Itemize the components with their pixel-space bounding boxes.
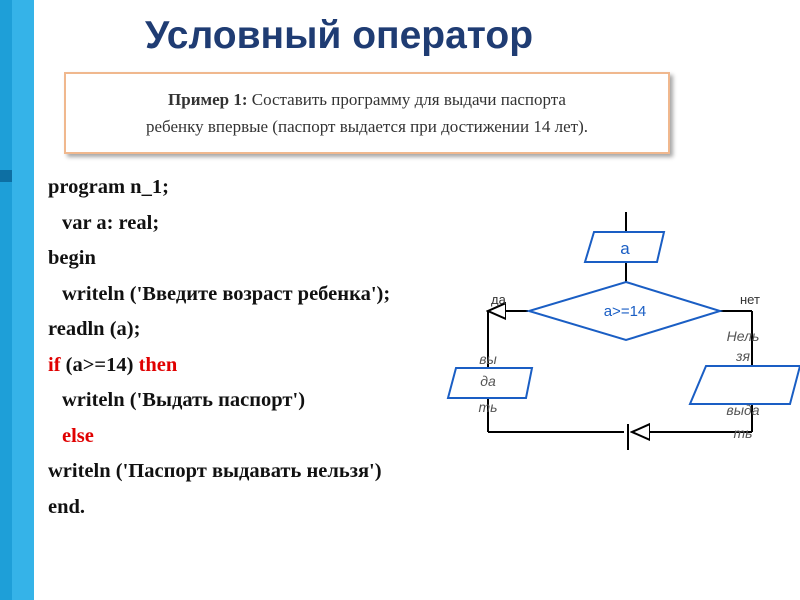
left-output-text-3: ть (478, 399, 498, 415)
code-line-5: readln (a); (48, 318, 141, 340)
decision-label: a>=14 (603, 303, 647, 320)
task-text-2: ребенку впервые (паспорт выдается при достижении 14 лет). (146, 117, 588, 136)
code-line-10: end. (48, 495, 86, 518)
code-line-3: begin (48, 247, 96, 269)
code-line-2: var a: real; (62, 211, 160, 234)
input-label: a (620, 239, 630, 258)
yes-label: да (491, 292, 506, 307)
task-label: Пример 1: (168, 90, 248, 109)
code-condition: (a>=14) (60, 353, 139, 376)
right-output-text-1: Нель (726, 328, 760, 344)
right-output-parallelogram (690, 366, 800, 404)
right-output-text-3: выда (726, 402, 760, 418)
no-label: нет (740, 292, 760, 307)
code-line-9: writeln ('Паспорт выдавать нельзя') (48, 460, 382, 482)
code-line-4-text: writeln ('Введите возраст ребенка'); (62, 282, 391, 305)
task-text-1: Составить программу для выдачи паспорта (251, 90, 566, 109)
left-output-text-1: вы (479, 351, 497, 367)
slide-title: Условный оператор (145, 14, 534, 57)
left-output-text-2: да (480, 373, 496, 389)
right-output-text-2: зя (736, 348, 750, 364)
code-line-1: program n_1; (48, 176, 169, 198)
keyword-if: if (48, 353, 61, 376)
code-line-8: else (62, 424, 94, 447)
keyword-then: then (138, 353, 178, 376)
right-output-text-4: ть (733, 425, 753, 441)
code-line-7: writeln ('Выдать паспорт') (62, 389, 306, 411)
